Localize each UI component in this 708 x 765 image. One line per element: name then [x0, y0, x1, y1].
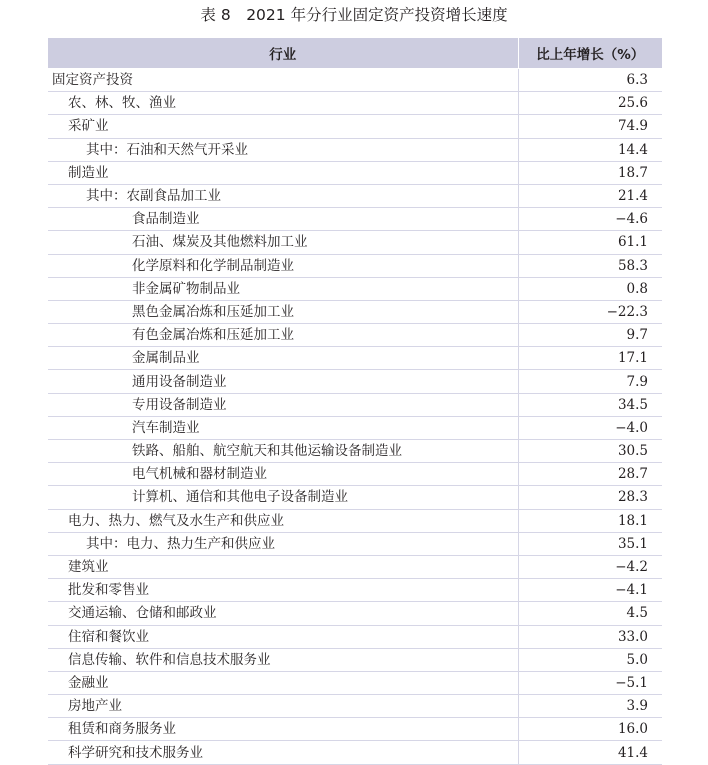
table-row	[48, 254, 662, 277]
table-header-row	[48, 38, 662, 69]
industry-name-cell: 有色金属冶炼和压延加工业	[48, 324, 518, 347]
growth-value-cell: 4.5	[518, 602, 662, 625]
industry-name-cell: 科学研究和技术服务业	[48, 741, 518, 764]
header-growth: 比上年增长（%）	[518, 38, 662, 69]
header-industry: 行业	[48, 38, 518, 69]
table-row	[48, 440, 662, 463]
industry-name-cell: 金融业	[48, 671, 518, 694]
table-row	[48, 532, 662, 555]
industry-name-cell: 采矿业	[48, 115, 518, 138]
table-row	[48, 370, 662, 393]
industry-name-cell: 房地产业	[48, 695, 518, 718]
industry-name-cell: 食品制造业	[48, 208, 518, 231]
table-row	[48, 741, 662, 764]
growth-value-cell: −4.2	[518, 555, 662, 578]
table-row	[48, 231, 662, 254]
growth-value-cell: 33.0	[518, 625, 662, 648]
industry-name-cell: 其中：农副食品加工业	[48, 184, 518, 207]
investment-growth-table	[48, 38, 662, 765]
growth-value-cell: 35.1	[518, 532, 662, 555]
industry-name-cell: 信息传输、软件和信息技术服务业	[48, 648, 518, 671]
industry-name-cell: 通用设备制造业	[48, 370, 518, 393]
growth-value-cell: 5.0	[518, 648, 662, 671]
industry-name-cell: 计算机、通信和其他电子设备制造业	[48, 486, 518, 509]
industry-name-cell: 租赁和商务服务业	[48, 718, 518, 741]
table-row	[48, 92, 662, 115]
table-row	[48, 184, 662, 207]
growth-value-cell: 7.9	[518, 370, 662, 393]
growth-value-cell: 61.1	[518, 231, 662, 254]
industry-name-cell: 石油、煤炭及其他燃料加工业	[48, 231, 518, 254]
growth-value-cell: 14.4	[518, 138, 662, 161]
growth-value-cell: 18.7	[518, 161, 662, 184]
industry-name-cell: 铁路、船舶、航空航天和其他运输设备制造业	[48, 440, 518, 463]
industry-name-cell: 其中：电力、热力生产和供应业	[48, 532, 518, 555]
industry-name-cell: 黑色金属冶炼和压延加工业	[48, 300, 518, 323]
growth-value-cell: 25.6	[518, 92, 662, 115]
growth-value-cell: 16.0	[518, 718, 662, 741]
table-row	[48, 555, 662, 578]
industry-name-cell: 住宿和餐饮业	[48, 625, 518, 648]
industry-name-cell: 汽车制造业	[48, 416, 518, 439]
growth-value-cell: −5.1	[518, 671, 662, 694]
industry-name-cell: 非金属矿物制品业	[48, 277, 518, 300]
table-row	[48, 347, 662, 370]
growth-value-cell: −22.3	[518, 300, 662, 323]
growth-value-cell: 28.3	[518, 486, 662, 509]
table-row	[48, 393, 662, 416]
industry-name-cell: 交通运输、仓储和邮政业	[48, 602, 518, 625]
industry-name-cell: 批发和零售业	[48, 579, 518, 602]
growth-value-cell: 34.5	[518, 393, 662, 416]
table-row	[48, 138, 662, 161]
table-row	[48, 208, 662, 231]
industry-name-cell: 金属制品业	[48, 347, 518, 370]
growth-value-cell: 58.3	[518, 254, 662, 277]
growth-value-cell: 3.9	[518, 695, 662, 718]
table-row	[48, 300, 662, 323]
growth-value-cell: −4.0	[518, 416, 662, 439]
table-row	[48, 602, 662, 625]
table-row	[48, 718, 662, 741]
table-row	[48, 277, 662, 300]
growth-value-cell: 6.3	[518, 69, 662, 92]
industry-name-cell: 电气机械和器材制造业	[48, 463, 518, 486]
industry-name-cell: 固定资产投资	[48, 69, 518, 92]
table-row	[48, 579, 662, 602]
growth-value-cell: −4.6	[518, 208, 662, 231]
table-row	[48, 115, 662, 138]
growth-value-cell: 21.4	[518, 184, 662, 207]
growth-value-cell: 18.1	[518, 509, 662, 532]
table-row	[48, 416, 662, 439]
growth-value-cell: 9.7	[518, 324, 662, 347]
table-row	[48, 648, 662, 671]
industry-name-cell: 建筑业	[48, 555, 518, 578]
table-row	[48, 509, 662, 532]
growth-value-cell: 17.1	[518, 347, 662, 370]
table-row	[48, 625, 662, 648]
growth-value-cell: 41.4	[518, 741, 662, 764]
table-row	[48, 324, 662, 347]
industry-name-cell: 专用设备制造业	[48, 393, 518, 416]
industry-name-cell: 制造业	[48, 161, 518, 184]
table-row	[48, 463, 662, 486]
table-row	[48, 695, 662, 718]
table-row	[48, 69, 662, 92]
industry-name-cell: 其中：石油和天然气开采业	[48, 138, 518, 161]
growth-value-cell: 30.5	[518, 440, 662, 463]
table-row	[48, 486, 662, 509]
growth-value-cell: 0.8	[518, 277, 662, 300]
industry-name-cell: 农、林、牧、渔业	[48, 92, 518, 115]
growth-value-cell: −4.1	[518, 579, 662, 602]
industry-name-cell: 电力、热力、燃气及水生产和供应业	[48, 509, 518, 532]
table-row	[48, 161, 662, 184]
table-row	[48, 671, 662, 694]
growth-value-cell: 74.9	[518, 115, 662, 138]
industry-name-cell: 化学原料和化学制品制造业	[48, 254, 518, 277]
table-body	[48, 69, 662, 765]
table-title: 表 8 2021 年分行业固定资产投资增长速度	[200, 6, 508, 24]
growth-value-cell: 28.7	[518, 463, 662, 486]
